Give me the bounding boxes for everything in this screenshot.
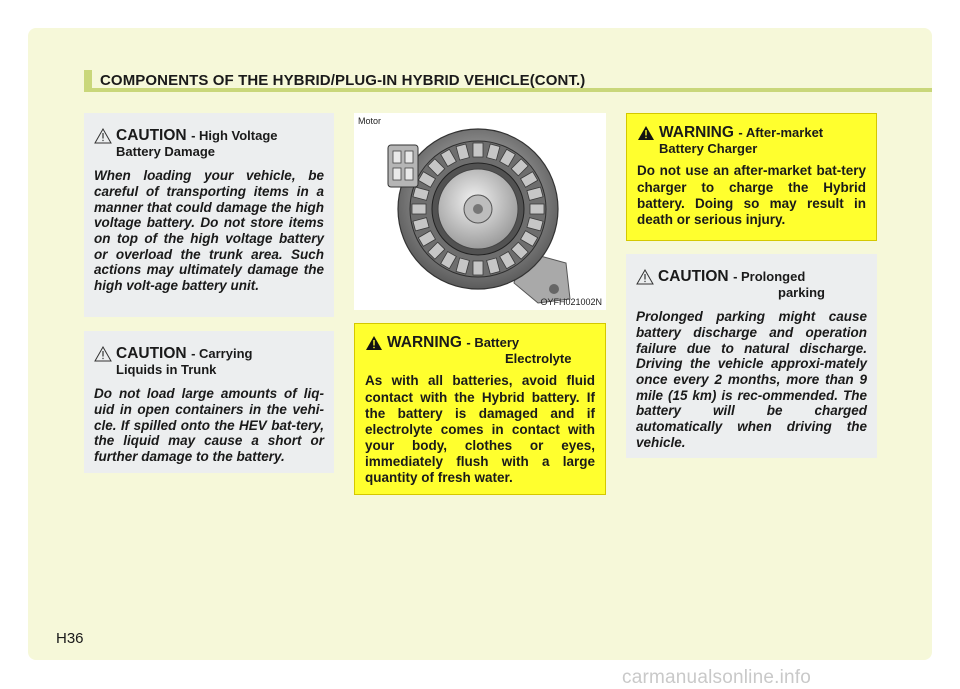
caution-parking-box bbox=[626, 254, 877, 458]
caution-liquids-text: Do not load large amounts of liq-uid in open containers in the vehi-cle. If spilled onto the HEV bat-tery, the liquid may cause a short or further damage to the battery. bbox=[94, 386, 324, 464]
caution-subtitle-2: Liquids in Trunk bbox=[116, 362, 217, 378]
warning-charger-box bbox=[626, 113, 877, 241]
caution-subtitle-2: Battery Damage bbox=[116, 144, 215, 160]
caution-liquids-box bbox=[84, 331, 334, 473]
motor-figure bbox=[354, 113, 606, 310]
warning-label: WARNING bbox=[659, 124, 734, 141]
caution-parking-header bbox=[636, 268, 867, 301]
warning-subtitle-1: - After-market bbox=[738, 125, 824, 140]
motor-illustration bbox=[354, 113, 606, 310]
warning-triangle-icon bbox=[637, 125, 655, 141]
warning-label: WARNING bbox=[387, 334, 462, 351]
caution-liquids-header bbox=[94, 345, 324, 378]
warning-charger-header bbox=[637, 124, 866, 157]
warning-electrolyte-header bbox=[365, 334, 595, 367]
page-number: H36 bbox=[56, 630, 84, 647]
warning-subtitle-2: Battery Charger bbox=[659, 141, 758, 157]
section-title: COMPONENTS OF THE HYBRID/PLUG-IN HYBRID VEHICLE(CONT.) bbox=[100, 72, 586, 89]
caution-label: CAUTION bbox=[116, 345, 187, 362]
warning-subtitle-2: Electrolyte bbox=[505, 351, 572, 367]
caution-battery-damage-header bbox=[94, 127, 324, 160]
caution-subtitle-2: parking bbox=[778, 285, 825, 301]
figure-code: OYFH021002N bbox=[540, 297, 602, 307]
figure-label: Motor bbox=[358, 116, 382, 126]
caution-battery-damage-text: When loading your vehicle, be careful of transporting items in a manner that could damage the high voltage battery. Do not store items on top of the high voltage battery or overload the trunk area. Such actions may ultimately damage the high volt-age battery unit. bbox=[94, 168, 324, 293]
caution-label: CAUTION bbox=[116, 127, 187, 144]
warning-electrolyte-text: As with all batteries, avoid fluid contact with the Hybrid battery. If the battery is damaged and if electrolyte comes in contact with your body, clothes or eyes, immediately flush with a large quantity of fresh water. bbox=[365, 373, 595, 486]
caution-parking-text: Prolonged parking might cause battery discharge and operation failure due to natural discharge. Driving the vehicle approxi-mately once every 2 months, more than 9 mile (15 km) is rec-ommended. The battery will be charged automatically when driving the vehicle. bbox=[636, 309, 867, 450]
caution-triangle-icon bbox=[636, 269, 654, 285]
caution-triangle-icon bbox=[94, 346, 112, 362]
watermark-text: carmanualsonline.info bbox=[622, 667, 812, 688]
caution-triangle-icon bbox=[94, 128, 112, 144]
warning-electrolyte-box bbox=[354, 323, 606, 495]
caution-subtitle-1: - High Voltage bbox=[191, 128, 278, 143]
warning-triangle-icon bbox=[365, 335, 383, 351]
caution-subtitle-1: - Prolonged bbox=[733, 269, 806, 284]
warning-subtitle-1: - Battery bbox=[466, 335, 520, 350]
caution-label: CAUTION bbox=[658, 268, 729, 285]
caution-battery-damage-box bbox=[84, 113, 334, 317]
warning-charger-text: Do not use an after-market bat-tery charger to charge the Hybrid battery. Doing so may result in death or serious injury. bbox=[637, 163, 866, 227]
caution-subtitle-1: - Carrying bbox=[191, 346, 253, 361]
